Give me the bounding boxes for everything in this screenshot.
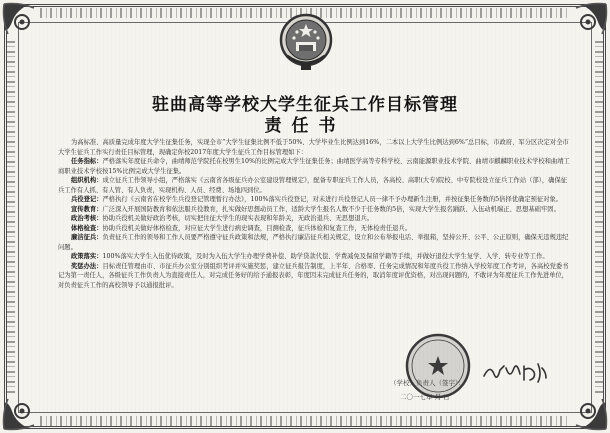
paragraph-label: 奖惩办法：: [71, 262, 103, 270]
corner-ornament-icon: [0, 0, 50, 50]
paragraph: [58, 224, 570, 234]
paragraph: [58, 214, 570, 224]
national-emblem-icon: [277, 12, 335, 74]
paragraph-text: 协助兵役机关做好体格检查，对应征大学生进行病史调查，目测检查，征兵体检和复查工作，无体检责任退兵。: [102, 224, 412, 232]
paragraph: [58, 205, 570, 215]
date-line: 二〇一七年 月 日: [400, 393, 450, 401]
paragraph: [58, 157, 570, 176]
paragraph: [58, 252, 570, 262]
paragraph: [58, 195, 570, 205]
paragraph-label: 宣传教育：: [71, 205, 103, 213]
corner-ornament-icon: [0, 383, 50, 433]
paragraph-text: 成立征兵工作领导小组，严格落实《云南省各级征兵办公室建设管理规定》，配备专职征兵工作人员，各高校、高职(大专)院校、中专院校设立征兵工作站（部），确保征兵工作有人抓、有人管、有人负责，实现机构、人员、经费、场地四到位。: [58, 177, 568, 194]
paragraph-label: 组织机构：: [71, 177, 103, 184]
official-seal-icon: [404, 332, 472, 400]
document-body: [58, 138, 570, 290]
paragraph-label: 体格检查：: [71, 224, 103, 232]
paragraph: [58, 233, 570, 252]
paragraph-text: 负责征兵工作的领导和工作人员要严格遵守征兵政策和法规，严格执行廉洁征兵相关规定，设立和公布举报电话、举报箱，坚持公开、公平、公正原则，确保无违规违纪问题。: [58, 234, 569, 251]
paragraph: [58, 138, 570, 157]
paragraph-label: 政策落实：: [71, 253, 103, 260]
paragraph: [58, 262, 570, 291]
paragraph-label: 兵役登记：: [71, 196, 103, 203]
corner-ornament-icon: [560, 0, 610, 50]
document-subtitle: 责任书: [264, 116, 346, 136]
handwritten-signature-icon: [480, 360, 550, 384]
paragraph-label: 任务指标：: [71, 158, 103, 165]
paragraph-text: 协助兵役机关做好政治考核，切实把住征大学生的现实表现和年龄关，无政治退兵、无思想退兵。: [102, 215, 374, 222]
paragraph-label: 政治考核：: [71, 215, 103, 222]
paragraph-text: 100%落实大学生入伍优待政策，及时为入伍大学生办理学费补偿、助学贷款代偿、学费减免及保留学籍等手续，并做好退役大学生复学、入学、转专业等工作。: [102, 253, 549, 260]
paragraph-label: 廉洁征兵：: [71, 234, 103, 241]
paragraph-text: 严格落实年度征兵命令，曲靖师范学院托在校男生10%的比例完成大学生征集任务；曲靖医学高等专科学校、云南能源职业技术学院、曲靖市麒麟职业技术学校和曲靖工商职业技术学校按15%比例完成大学生征集。: [58, 158, 570, 175]
signature-line: （学校）负责人（签字）：: [390, 379, 465, 387]
paragraph-text: 广泛深入开展国防教育和依法服兵役教育，扎实做好思想动员工作，适龄大学生报名人数不少于任务数的5倍，实现大学生报名踊跃、入伍动机端正、思想基础牢固。: [102, 205, 560, 213]
corner-ornament-icon: [560, 383, 610, 433]
paragraph-text: 目标责任管理由市、市征兵办公室分别组织考评并实施奖惩，建立征兵报告制度，上半年、合格率、任务完成情况和年度兵役工作纳入学校年度工作考评，各高校党委书记为第一责任人，各级征兵工作负责人为直接责任人，对完成任务好的给予通报表彰，年度因未完成征兵任务的，取消年度评优资格，对出现问题的，不敢评为年度征兵工作先进单位，对负责征兵工作的高校领导予以通报批评。: [58, 262, 569, 289]
paragraph-text: 严格执行《云南省在校学生兵役登记管理暂行办法》，100%落实兵役登记，对未进行兵役登记人员一律不予办理新生注册，并按征集任务数的5倍择优确定预征对象。: [102, 196, 563, 203]
paragraph: [58, 176, 570, 195]
document-title: 驻曲高等学校大学生征兵工作目标管理: [152, 95, 458, 115]
decorative-band-bottom: [40, 416, 570, 426]
paragraph-text: 为高标准、高质量完成年度大学生征集任务，实现全市“大学生征集比例不低于50%、大学毕业生比例达到16%，二本以上大学生比例达到6%”总目标，市政府、军分区决定对全市大学生征兵工作实行责任目标管理，现确定你校2017年度大学生征兵工作目标管理如下：: [58, 139, 569, 156]
